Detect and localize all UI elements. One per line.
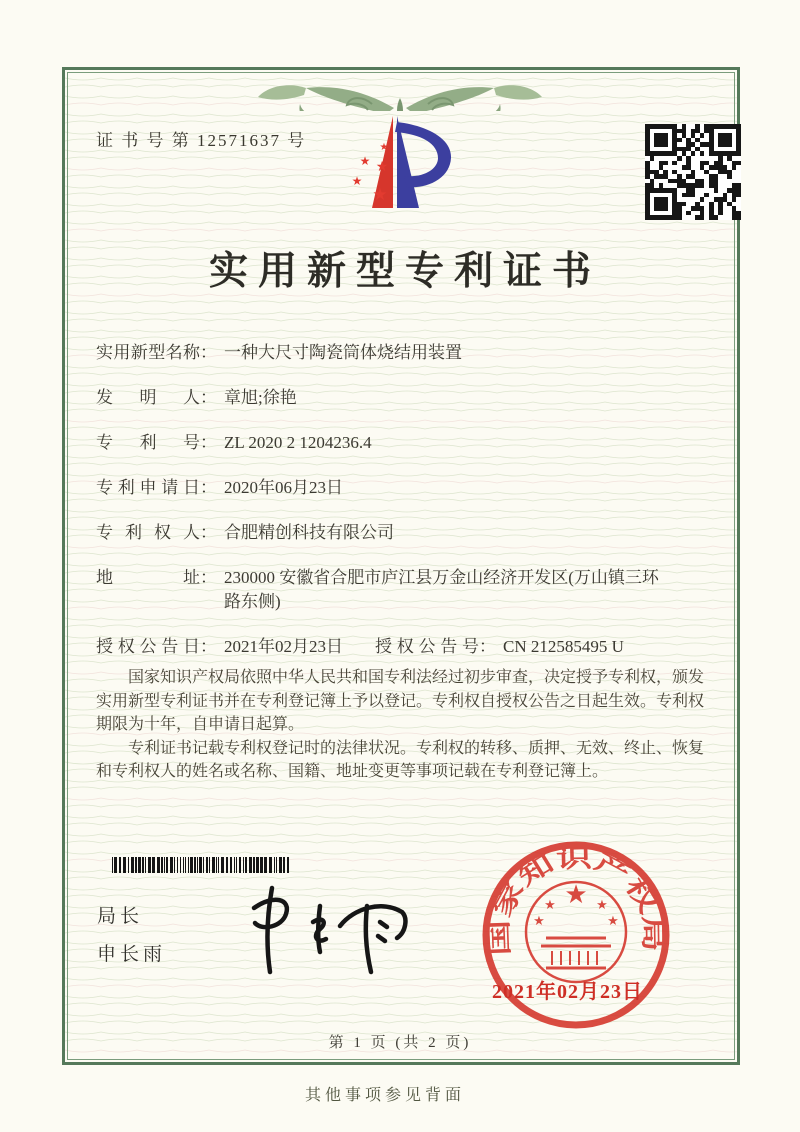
field-colon: ： [200, 388, 217, 407]
commissioner-role-label: 局长 [97, 906, 144, 927]
field-value-filing-date: 2020年06月23日 [224, 478, 343, 497]
field-value-inventor: 章旭;徐艳 [224, 388, 297, 407]
svg-text:★: ★ [359, 154, 371, 168]
field-value-grant-date: 2021年02月23日 [224, 637, 343, 656]
certificate-title: 实用新型专利证书 [208, 250, 601, 293]
field-label: 专利权人 [96, 523, 200, 542]
field-colon: ： [200, 637, 217, 656]
svg-text:★: ★ [544, 898, 556, 913]
field-label: 地址 [96, 568, 200, 587]
field-colon: ： [200, 343, 217, 362]
top-flourish-ornament [250, 26, 550, 111]
commissioner-name: 申长雨 [97, 944, 167, 965]
field-label: 实用新型名称 [96, 343, 200, 362]
legal-text-block [96, 666, 710, 784]
certificate-number-suffix: 号 [287, 131, 307, 150]
field-label: 专利申请日 [96, 478, 200, 497]
svg-text:★: ★ [564, 880, 588, 910]
certificate-number-line [96, 126, 306, 151]
handwritten-signature-icon [216, 876, 416, 986]
barcode [112, 857, 310, 873]
qr-code [645, 124, 741, 220]
svg-text:★: ★ [607, 914, 619, 929]
svg-text:★: ★ [372, 185, 388, 205]
field-label: 授权公告号 [375, 637, 479, 656]
field-row-name [96, 341, 712, 365]
certificate-number-label: 证 书 号 第 [96, 131, 191, 150]
field-row-patent-number [96, 431, 712, 455]
field-row-patentee [96, 521, 712, 545]
cnipa-logo-icon [334, 110, 466, 218]
field-colon: ： [200, 478, 217, 497]
field-value-utility-model-name: 一种大尺寸陶瓷筒体烧结用装置 [224, 343, 462, 362]
grant-number-pair [375, 635, 624, 659]
grant-date-pair [96, 635, 343, 659]
certificate-number-value: 12571637 [197, 131, 281, 150]
field-colon: ： [200, 523, 217, 542]
legal-paragraph-2: 专利证书记载专利权登记时的法律状况。专利权的转移、质押、无效、终止、恢复和专利权人的姓名或名称、国籍、地址变更等事项记载在专利登记簿上。 [96, 739, 705, 780]
field-label: 专利号 [96, 433, 200, 452]
field-label: 发明人 [96, 388, 200, 407]
field-colon: ： [200, 433, 217, 452]
field-row-address [96, 566, 712, 614]
field-row-grant [96, 635, 712, 659]
seal-date: 2021年02月23日 [492, 981, 643, 1003]
field-value-patentee: 合肥精创科技有限公司 [224, 523, 394, 542]
svg-text:★: ★ [375, 159, 389, 175]
field-value-address: 230000 安徽省合肥市庐江县万金山经济开发区(万山镇三环路东侧) [224, 568, 659, 611]
field-list [96, 341, 712, 680]
field-colon: ： [200, 568, 217, 587]
field-row-inventor [96, 386, 712, 410]
svg-text:★: ★ [351, 174, 363, 188]
field-value-patent-number: ZL 2020 2 1204236.4 [224, 433, 372, 452]
page-number: 第 1 页 (共 2 页) [328, 1035, 472, 1051]
seal-ring-text: 国家知识产权局 [486, 845, 666, 957]
svg-text:★: ★ [379, 142, 389, 153]
svg-text:★: ★ [533, 914, 545, 929]
legal-paragraph-1: 国家知识产权局依照中华人民共和国专利法经过初步审查，决定授予专利权，颁发实用新型专利证书并在专利登记簿上予以登记。专利权自授权公告之日起生效。专利权期限为十年，自申请日起算。 [96, 669, 705, 733]
back-side-note: 其他事项参见背面 [304, 1087, 465, 1104]
field-value-grant-number: CN 212585495 U [503, 637, 624, 656]
svg-text:★: ★ [596, 898, 608, 913]
field-label: 授权公告日 [96, 637, 200, 656]
field-colon: ： [479, 637, 496, 656]
field-row-filing-date [96, 476, 712, 500]
